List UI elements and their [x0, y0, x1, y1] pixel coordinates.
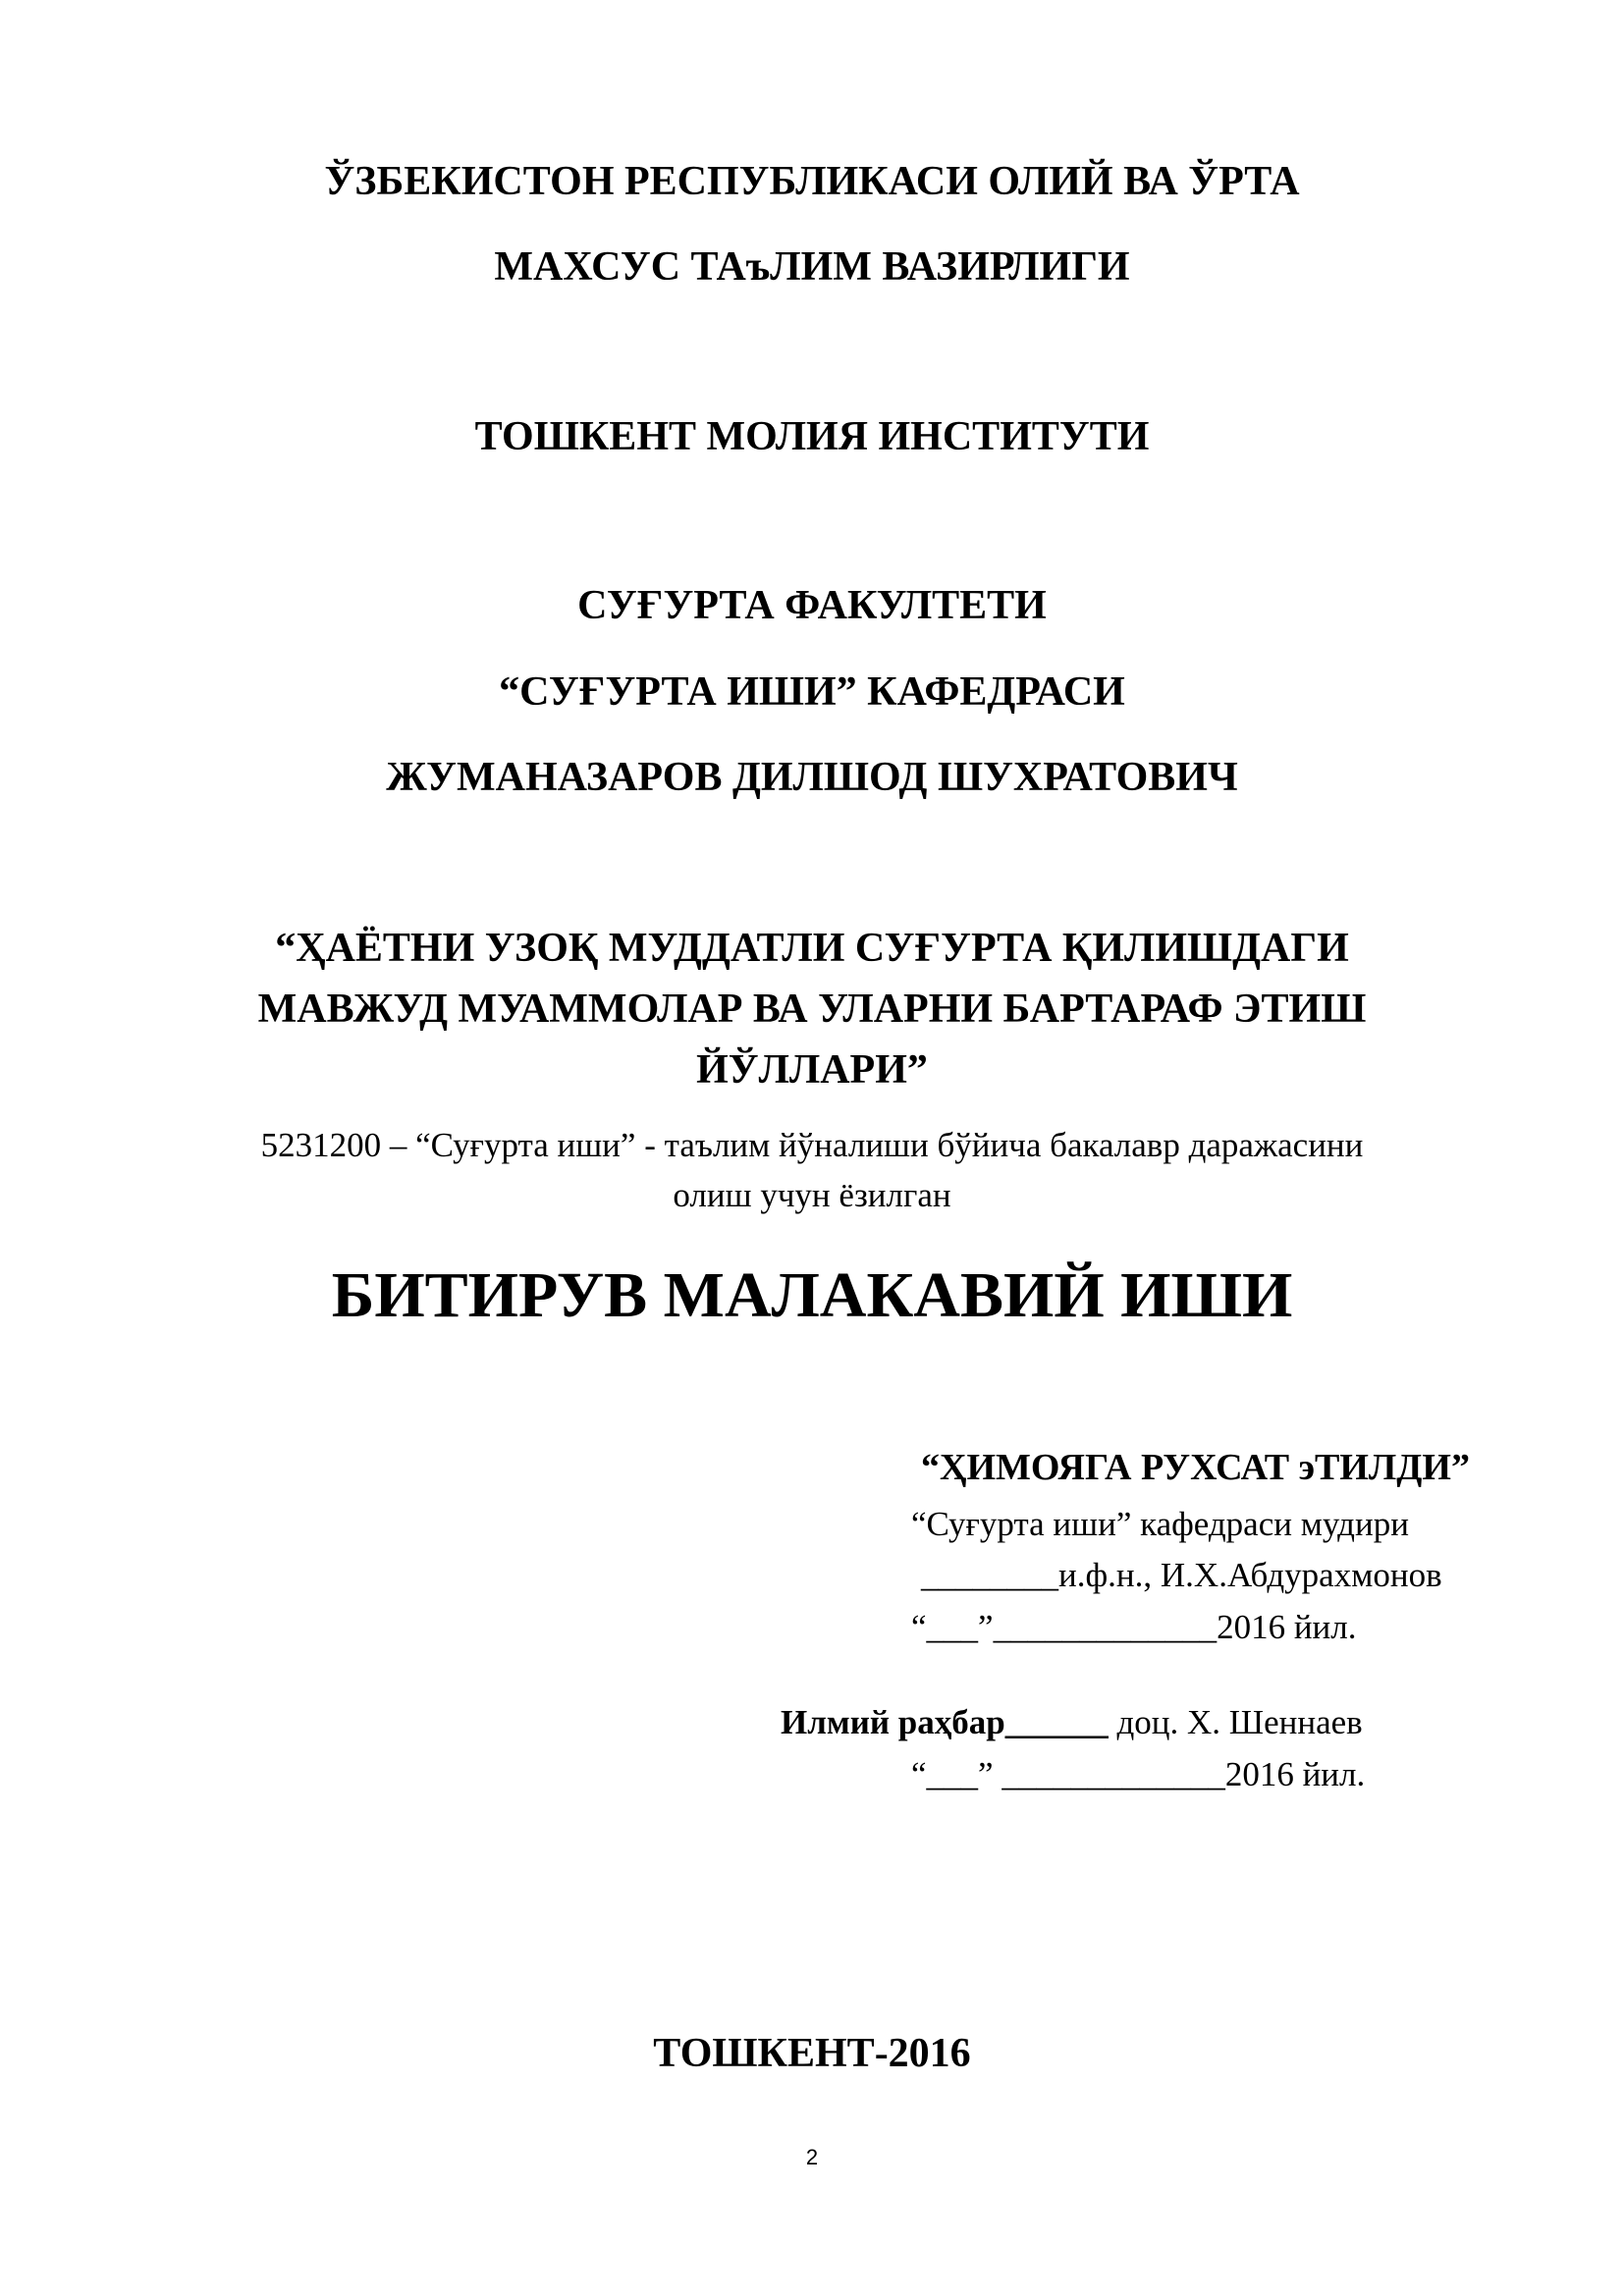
institute-name: ТОШКЕНТ МОЛИЯ ИНСТИТУТИ [474, 414, 1150, 459]
ministry-line-2: МАХСУС ТАъЛИМ ВАЗИРЛИГИ [494, 244, 1130, 290]
thesis-title-line-3: ЙЎЛЛАРИ” [696, 1047, 928, 1093]
work-type-heading: БИТИРУВ МАЛАКАВИЙ ИШИ [331, 1259, 1293, 1331]
city-year: ТОШКЕНТ-2016 [653, 2031, 971, 2076]
supervisor-line [781, 1702, 1363, 1743]
approval-heading: “ҲИМОЯГА РУХСАТ эТИЛДИ” [921, 1447, 1470, 1488]
supervisor-name: доц. Х. Шеннаев [1108, 1703, 1363, 1741]
page-number: 2 [805, 2145, 819, 2169]
thesis-title-line-2: МАВЖУД МУАММОЛАР ВА УЛАРНИ БАРТАРАФ ЭТИШ [257, 987, 1367, 1032]
approval-head-signature: ________и.ф.н., И.Х.Абдурахмонов [921, 1556, 1442, 1594]
supervisor-date-line: “___” _____________2016 йил. [911, 1755, 1366, 1793]
ministry-line-1: ЎЗБЕКИСТОН РЕСПУБЛИКАСИ ОЛИЙ ВА ЎРТА [324, 159, 1300, 204]
author-name: ЖУМАНАЗАРОВ ДИЛШОД ШУХРАТОВИЧ [386, 755, 1238, 800]
department-name: “СУҒУРТА ИШИ” КАФЕДРАСИ [499, 669, 1125, 715]
thesis-title-line-1: “ҲАЁТНИ УЗОҚ МУДДАТЛИ СУҒУРТА ҚИЛИШДАГИ [275, 926, 1349, 971]
approval-position: “Суғурта иши” кафедраси мудири [911, 1505, 1409, 1543]
approval-date-line: “___”_____________2016 йил. [911, 1608, 1357, 1646]
thesis-description-line-1: 5231200 – “Суғурта иши” - таълим йўналиши бўйича бакалавр даражасини [260, 1126, 1364, 1164]
thesis-description-line-2: олиш учун ёзилган [673, 1176, 951, 1214]
supervisor-label: Илмий раҳбар______ [781, 1703, 1109, 1741]
faculty-name: СУҒУРТА ФАКУЛТЕТИ [577, 583, 1047, 628]
